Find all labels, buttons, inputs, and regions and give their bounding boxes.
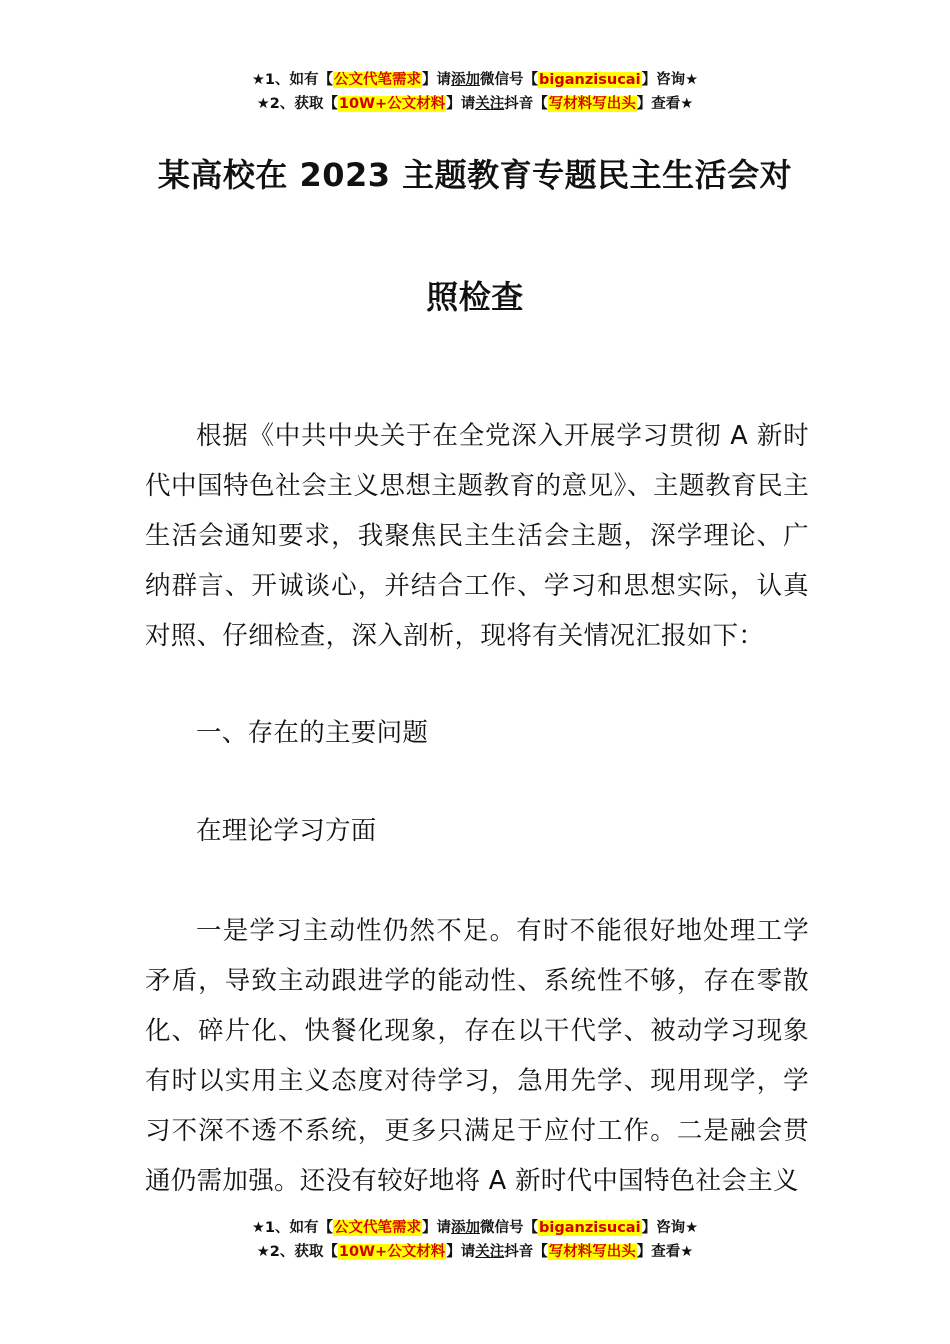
highlight-douyin: 写材料写出头 (548, 1244, 636, 1260)
banner-text: ★2、获取【 (256, 1244, 338, 1260)
top-banner (0, 68, 950, 116)
section-heading-text: 一、存在的主要问题 (196, 718, 429, 748)
body-paragraph (145, 906, 809, 1206)
banner-text: 关注 (475, 96, 505, 112)
banner-text: 】请 (422, 1220, 452, 1236)
highlight-materials: 10W+公文材料 (338, 1244, 446, 1260)
banner-text: 微信号【 (480, 1220, 539, 1236)
bottom-banner (0, 1216, 950, 1264)
banner-text: ★2、获取【 (256, 96, 338, 112)
highlight-service: 公文代笔需求 (334, 72, 422, 88)
document-title-line-1: 某高校在 2023 主题教育专题民主生活会对 (157, 156, 793, 194)
banner-text: 抖音【 (504, 96, 548, 112)
banner-text: 】请 (446, 96, 476, 112)
banner-line-2 (0, 92, 950, 116)
banner-text: 】查看★ (636, 96, 694, 112)
banner-text: ★1、如有【 (251, 72, 334, 88)
banner-line-1 (0, 68, 950, 92)
banner-text: 】查看★ (636, 1244, 694, 1260)
banner-line-2 (0, 1240, 950, 1264)
intro-text: 根据《中共中央关于在全党深入开展学习贯彻 A 新时代中国特色社会主义思想主题教育的意见》、主题教育民主生活会通知要求，我聚焦民主生活会主题，深学理论、广纳群言、开诚谈心，并结合工作、学习和思想实际，认真对照、仔细检查，深入剖析，现将有关情况汇报如下： (145, 421, 809, 651)
highlight-service: 公文代笔需求 (334, 1220, 422, 1236)
banner-text: 关注 (475, 1244, 505, 1260)
banner-text: 微信号【 (480, 72, 539, 88)
banner-text: 】请 (446, 1244, 476, 1260)
intro-paragraph (145, 411, 809, 661)
banner-text: ★1、如有【 (251, 1220, 334, 1236)
subsection-heading-text: 在理论学习方面 (196, 816, 377, 846)
document-title-line-2: 照检查 (426, 278, 524, 316)
banner-text: 抖音【 (504, 1244, 548, 1260)
banner-line-1 (0, 1216, 950, 1240)
banner-text: 】请 (422, 72, 452, 88)
highlight-wechat-id: biganzisucai (539, 72, 641, 88)
body-paragraph-text: 一是学习主动性仍然不足。有时不能很好地处理工学矛盾，导致主动跟进学的能动性、系统性不够，存在零散化、碎片化、快餐化现象，存在以干代学、被动学习现象有时以实用主义态度对待学习，急用先学、现用现学，学习不深不透不系统，更多只满足于应付工作。二是融会贯通仍需加强。还没有较好地将 A 新时代中国特色社会主义 (145, 916, 809, 1196)
section-heading (145, 708, 809, 758)
banner-text: 添加 (451, 72, 481, 88)
banner-text: 】咨询★ (641, 72, 699, 88)
banner-text: 】咨询★ (641, 1220, 699, 1236)
banner-text: 添加 (451, 1220, 481, 1236)
highlight-wechat-id: biganzisucai (539, 1220, 641, 1236)
highlight-douyin: 写材料写出头 (548, 96, 636, 112)
highlight-materials: 10W+公文材料 (338, 96, 446, 112)
subsection-heading (145, 806, 809, 856)
